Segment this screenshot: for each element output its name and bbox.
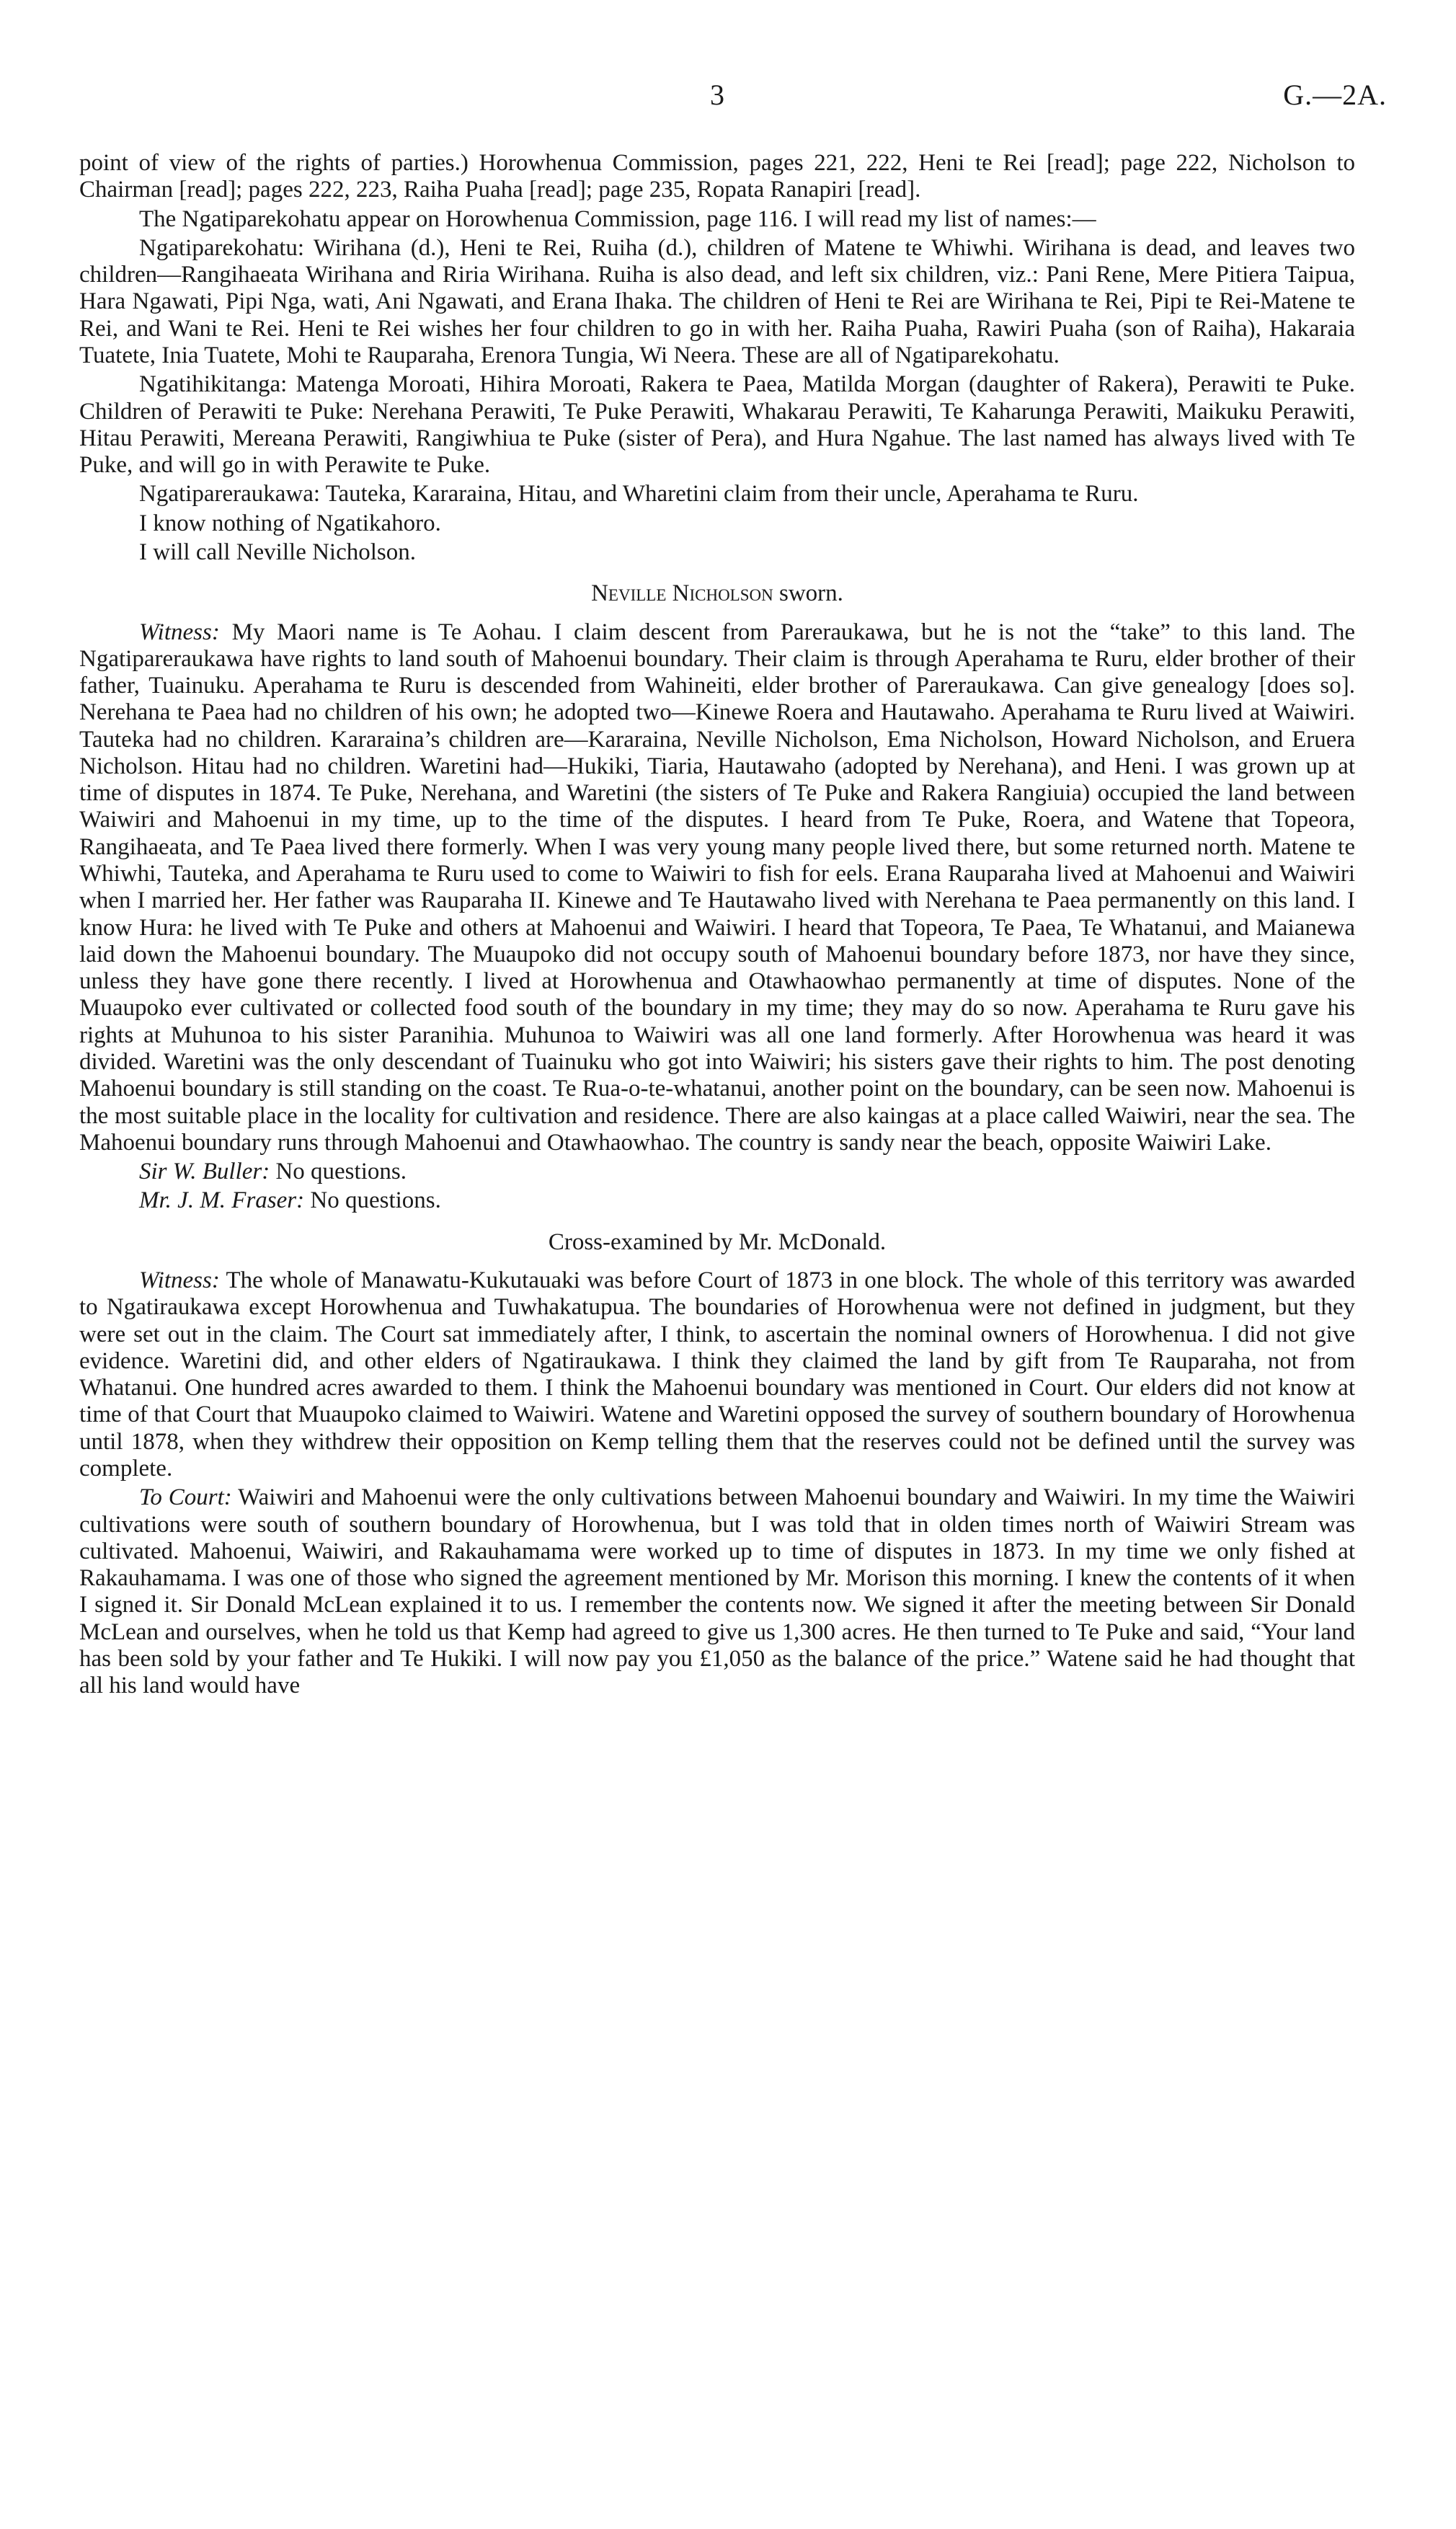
speaker-label: Sir W. Buller:: [139, 1159, 270, 1185]
page-number: 3: [710, 79, 724, 111]
paragraph: Ngatihikitanga: Matenga Moroati, Hihira Moroati, Rakera te Paea, Matilda Morgan (daughter of Rakera), Perawiti te Puke. Children of Perawiti te Puke: Nerehana Perawiti, Te Puke Perawiti, Whakarau Perawiti, Te Kaharunga Perawiti, Maikuku Perawiti, Hitau Perawiti, Mereana Perawiti, Rangiwhiua te Puke (sister of Pera), and Hura Ngahue. The last named has always lived with Te Puke, and will go in with Perawite te Puke.: [79, 371, 1355, 479]
witness-name: Neville Nicholson: [591, 580, 773, 607]
paragraph: The Ngatiparekohatu appear on Horowhenua Commission, page 116. I will read my list of names:—: [139, 205, 1096, 232]
speaker-label: To Court:: [139, 1484, 232, 1511]
document-reference: G.—2A.: [1283, 79, 1387, 111]
section-heading-sworn: [79, 580, 1355, 607]
paragraph: I will call Neville Nicholson.: [139, 539, 416, 565]
testimony-paragraph: [79, 1484, 1355, 1699]
paragraph: point of view of the rights of parties.) Horowhenua Commission, pages 221, 222, Heni te Rei [read]; page 222, Nicholson to Chairman [read]; pages 222, 223, Raiha Puaha [read]; page 235, Ropata Ranapiri [read].: [79, 150, 1355, 203]
testimony-text: The whole of Manawatu-Kukutauaki was before Court of 1873 in one block. The whole of this territory was awarded to Ngatiraukawa except Horowhenua and Tuwhakatupua. The boundaries of Horowhenua were not defined in judgment, but they were set out in the claim. The Court sat immediately after, I think, to ascertain the nominal owners of Horowhenua. I did not give evidence. Waretini did, and other elders of Ngatiraukawa. I think they claimed the land by gift from Te Rauparaha, not from Whatanui. One hundred acres awarded to them. I think the Mahoenui boundary was mentioned in Court. Our elders did not know at time of that Court that Muaupoko claimed to Waiwiri. Watene and Waretini opposed the survey of southern boundary of Horowhenua until 1878, when they withdrew their opposition on Kemp telling them that the reserves could not be defined until the survey was complete.: [79, 1267, 1355, 1481]
testimony-text: No questions.: [270, 1159, 407, 1185]
section-heading-cross-examined: Cross-examined by Mr. McDonald.: [548, 1228, 887, 1255]
speaker-label: Witness:: [139, 1267, 220, 1293]
testimony-paragraph: [79, 1159, 1355, 1185]
testimony-paragraph: [79, 619, 1355, 1157]
testimony-text: No questions.: [304, 1187, 441, 1214]
speaker-label: Mr. J. M. Fraser:: [139, 1187, 305, 1214]
paragraph: Ngatipareraukawa: Tauteka, Kararaina, Hitau, and Wharetini claim from their uncle, Aperahama te Ruru.: [139, 481, 1139, 508]
paragraph: Ngatiparekohatu: Wirihana (d.), Heni te Rei, Ruiha (d.), children of Matene te Whiwhi. Wirihana is dead, and leaves two children—Rangihaeata Wirihana and Riria Wirihana. Ruiha is also dead, and left six children, viz.: Pani Rene, Mere Pitiera Taipua, Hara Ngawati, Pipi Nga, wati, Ani Ngawati, and Erana Ihaka. The children of Heni te Rei are Wirihana te Rei, Pipi te Rei-Matene te Rei, and Wani te Rei. Heni te Rei wishes her four children to go in with her. Raiha Puaha, Rawiri Puaha (son of Raiha), Hakaraia Tuatete, Inia Tuatete, Mohi te Rauparaha, Erenora Tungia, Wi Neera. These are all of Ngatiparekohatu.: [79, 234, 1355, 368]
testimony-text: Waiwiri and Mahoenui were the only cultivations between Mahoenui boundary and Waiwiri. In my time the Waiwiri cultivations were south of southern boundary of Horowhenua, but I was told that in olden times north of Waiwiri Stream was cultivated. Mahoenui, Waiwiri, and Rakauhamama were worked up to time of disputes in 1873. In my time we only fished at Rakauhamama. I was one of those who signed the agreement mentioned by Mr. Morison this morning. I knew the contents of it when I signed it. Sir Donald McLean explained it to us. I remember the contents now. We signed it after the meeting between Sir Donald McLean and ourselves, when he told us that Kemp had agreed to give us 1,300 acres. He then turned to Te Puke and said, “Your land has been sold by your father and Te Hukiki. I will now pay you £1,050 as the balance of the price.” Watene said he had thought that all his land would have: [79, 1484, 1356, 1699]
paragraph: I know nothing of Ngatikahoro.: [139, 510, 441, 536]
testimony-paragraph: [79, 1267, 1355, 1482]
document-body: [79, 150, 1355, 1701]
heading-suffix: sworn.: [773, 580, 843, 607]
testimony-text: My Maori name is Te Aohau. I claim descent from Pareraukawa, but he is not the “take” to this land. The Ngatipareraukawa have rights to land south of Mahoenui boundary. Their claim is through Aperahama te Ruru, elder brother of their father, Tuainuku. Aperahama te Ruru is descended from Wahineiti, elder brother of Pareraukawa. Can give genealogy [does so]. Nerehana te Paea had no children of his own; he adopted two—Kinewe Roera and Hautawaho. Aperahama te Ruru lived at Waiwiri. Tauteka had no children. Kararaina’s children are—Kararaina, Neville Nicholson, Ema Nicholson, Howard Nicholson, and Eruera Nicholson. Hitau had no children. Waretini had—Hukiki, Tiaria, Hautawaho (adopted by Nerehana), and Heni. I was grown up at time of disputes in 1874. Te Puke, Nerehana, and Waretini (the sisters of Te Puke and Rakera Rangiuia) occupied the land between Waiwiri and Mahoenui in my time, up to the time of the disputes. I heard from Te Puke, Roera, and Watene that Topeora, Rangihaeata, and Te Paea lived there formerly. When I was very young many people lived there, but some returned north. Matene te Whiwhi, Tauteka, and Aperahama te Ruru used to come to Waiwiri to fish for eels. Erana Rauparaha lived at Mahoenui and Waiwiri when I married her. Her father was Rauparaha II. Kinewe and Te Hautawaho lived with Nerehana te Paea permanently on this land. I know Hura: he lived with Te Puke and others at Mahoenui and Waiwiri. I heard that Topeora, Te Paea, Te Whatanui, and Maianewa laid down the Mahoenui boundary. The Muaupoko did not occupy south of Mahoenui boundary before 1873, nor have they since, unless they have gone there recently. I lived at Horowhenua and Otawhaowhao permanently at time of disputes. None of the Muaupoko ever cultivated or collected food south of the boundary in my time; they may do so now. Aperahama te Ruru gave his rights at Muhunoa to his sister Paranihia. Muhunoa to Waiwiri was all one land formerly. After Horowhenua was heard it was divided. Waretini was the only descendant of Tuainuku who got into Waiwiri; his sisters gave their rights to him. The post denoting Mahoenui boundary is still standing on the coast. Te Rua-o-te-whatanui, another point on the boundary, can be seen now. Mahoenui is the most suitable place in the locality for cultivation and residence. There are also kaingas at a place called Waiwiri, near the sea. The Mahoenui boundary runs through Mahoenui and Otawhaowhao. The country is sandy near the beach, opposite Waiwiri Lake.: [79, 619, 1355, 1156]
testimony-paragraph: [79, 1187, 1355, 1214]
speaker-label: Witness:: [139, 619, 220, 645]
